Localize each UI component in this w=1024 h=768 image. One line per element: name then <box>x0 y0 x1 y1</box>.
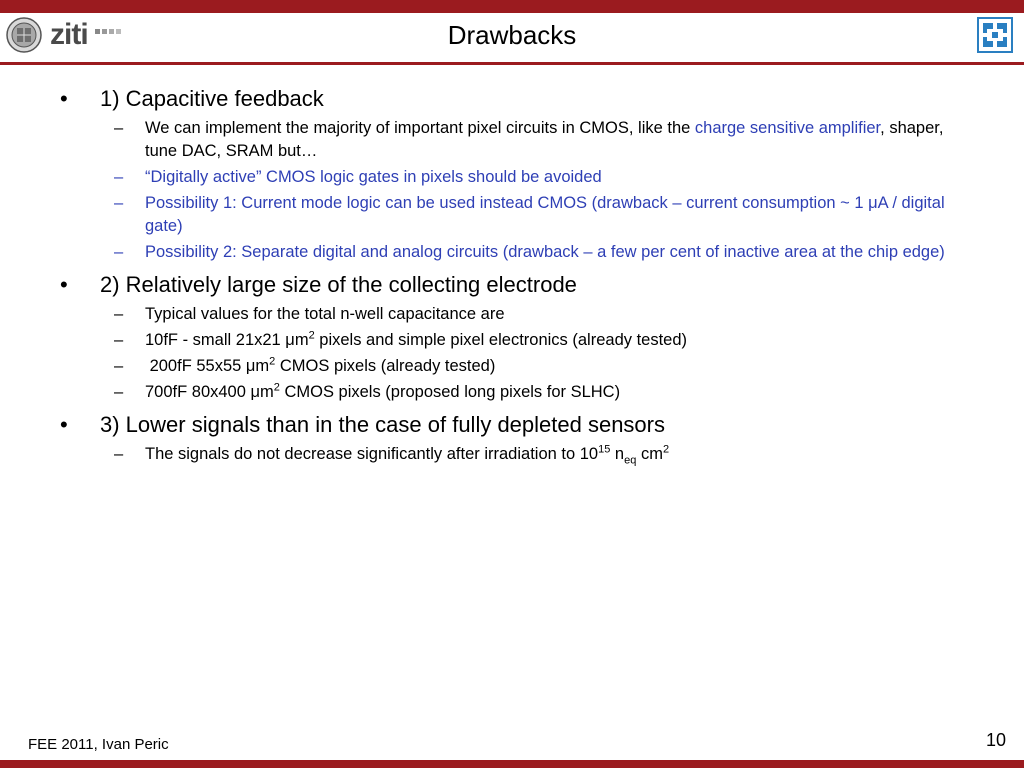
sub-item: – 10fF - small 21x21 $\mu m^2$ pixels and simple pixel electronics (already tested) <box>56 329 966 352</box>
dash: – <box>114 305 124 323</box>
bullet-dot: • <box>60 412 68 437</box>
sub-item: – Possibility 1: Current mode logic can be used instead CMOS (drawback – current consumption ~ 1 μA / digital gate) <box>114 194 945 235</box>
dash: – <box>114 357 124 375</box>
dash: – <box>114 194 124 212</box>
sub-item: – 700fF 80x400 $\mu m^2$ CMOS pixels (proposed long pixels for SLHC) <box>56 381 966 404</box>
highlight-text: charge sensitive amplifier <box>694 119 881 137</box>
bullet-collecting-electrode <box>56 270 966 300</box>
bullet-dot: • <box>60 86 68 111</box>
sub-item: – “Digitally active” CMOS logic gates in pixels should be avoided <box>56 166 966 189</box>
sub-item: – Possibility 2: Separate digital and analog circuits (drawback – a few per cent of inactive area at the chip edge) <box>56 241 966 264</box>
footer-text: FEE 2011, Ivan Peric <box>28 736 169 753</box>
header-divider <box>0 62 1024 65</box>
dash: – <box>114 383 124 401</box>
dash: – <box>114 243 124 261</box>
dash: – <box>114 445 124 463</box>
slide-body <box>56 82 966 466</box>
dash: – <box>114 331 124 349</box>
bullet-heading: 1) Capacitive feedback <box>100 86 324 111</box>
sub-item: – The signals do not decrease significantly after irradiation to $10^{15}$ $n_{eq}$ $cm^2$ <box>114 443 670 467</box>
sub-item: – We can implement the majority of important pixel circuits in CMOS, like the charge sensitive amplifier, shaper, tune DAC, SRAM but… <box>114 119 944 160</box>
bullet-heading: 3) Lower signals than in the case of fully depleted sensors <box>100 412 665 437</box>
bullet-dot: • <box>60 272 68 297</box>
dash: – <box>114 119 124 137</box>
dash: – <box>114 168 124 186</box>
page-number: 10 <box>986 730 1007 750</box>
bottom-bar <box>0 760 1024 768</box>
sub-item: – 200fF 55x55 $\mu m^2$ CMOS pixels (already tested) <box>56 355 966 378</box>
top-bar <box>0 0 1024 13</box>
institute-logo-icon <box>977 17 1013 53</box>
ziti-logo-text: ziti <box>50 18 88 51</box>
slide-title: Drawbacks <box>447 20 577 50</box>
bullet-capacitive-feedback <box>56 84 966 114</box>
bullet-lower-signals <box>56 410 966 440</box>
bullet-heading: 2) Relatively large size of the collecting electrode <box>100 272 577 297</box>
sub-item: – Typical values for the total n-well capacitance are <box>56 303 966 326</box>
